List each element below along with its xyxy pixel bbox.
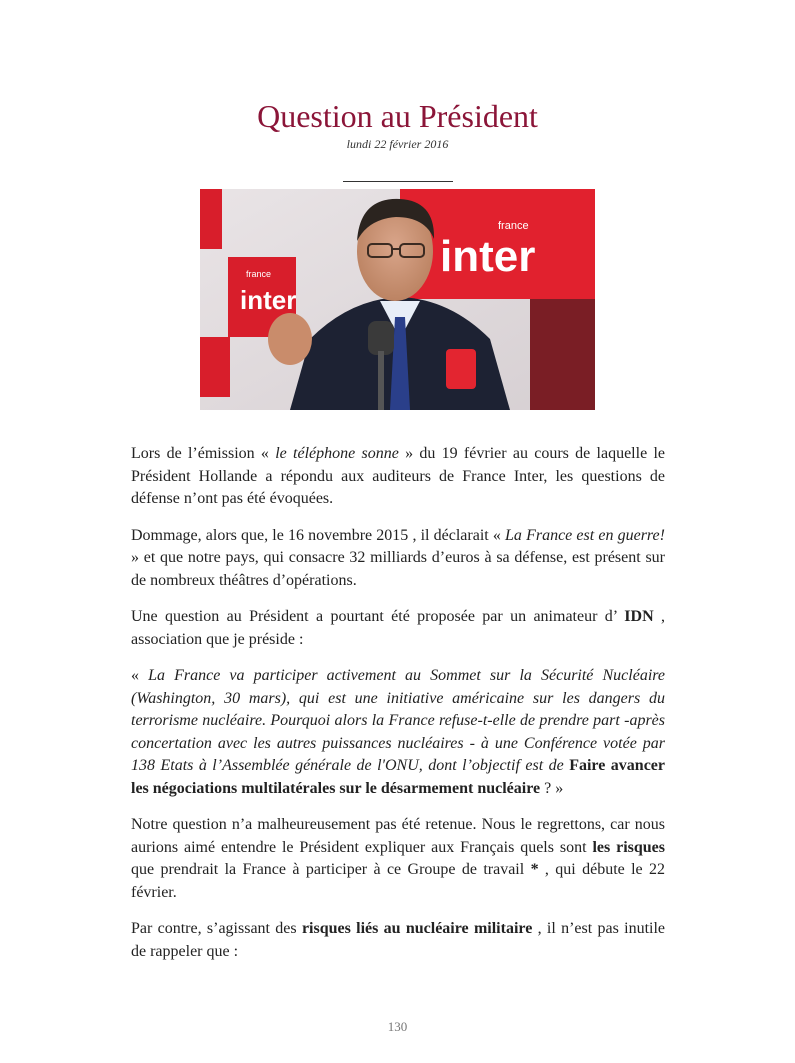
page-title: Question au Président — [257, 98, 538, 134]
microphone — [368, 321, 394, 355]
p6-risques-nucleaire: risques liés au nucléaire militaire — [301, 920, 533, 937]
p4-question-text: La France va participer activement au Sommet sur la Sécurité Nucléaire (Washington, 30 mars), qui est une initiative américaine sur les dangers du terrorisme nucléaire. Pourquoi alors la France refuse-t-elle de prendre part -après concertation avec les autres puissances nucléaires - à une Conférence votée par 138 Etats à l’Assemblée générale de l'ONU, dont l’objectif est de — [131, 667, 665, 774]
p4-question-bold: Faire avancer les négociations multilatérales sur le désarmement nucléaire — [131, 757, 665, 797]
p5-text-c: que prendrait la France à participer à ce Groupe de travail — [131, 861, 531, 878]
p1-show-name: le téléphone sonne — [275, 445, 399, 462]
p5-text-e: , qui débute le 22 février. — [131, 861, 666, 901]
p5-text-a: Notre question n’a malheureusement pas été retenue. Nous le regrettons, car nous aurions aimé entendre le Président expliquer aux Français quels sont — [131, 816, 665, 856]
p5-les-risques: les risques — [592, 838, 665, 856]
paragraph-2 — [131, 525, 665, 593]
page-number: 130 — [387, 1019, 408, 1034]
p4-close-quote: ? » — [540, 779, 564, 797]
title-divider — [343, 181, 453, 182]
p6-text-a: Par contre, s’agissant des — [131, 920, 302, 937]
paragraph-6 — [131, 918, 665, 963]
p2-text-c: » et que notre pays, qui consacre 32 milliards d’euros à sa défense, est présent sur de nombreux théâtres d’opérations. — [131, 549, 665, 589]
logo-text-inter-large: inter — [440, 232, 536, 281]
p6-text-c: , il n’est pas inutile de rappeler que : — [131, 920, 666, 960]
logo-text-france: france — [246, 269, 272, 279]
p2-text-a: Dommage, alors que, le 16 novembre 2015 , il déclarait « — [131, 526, 506, 544]
photo-president-radio-studio — [200, 189, 595, 410]
publication-date: lundi 22 février 2016 — [346, 137, 449, 151]
article-body — [131, 443, 665, 977]
paragraph-5 — [131, 814, 665, 904]
p4-open-quote: « — [131, 667, 149, 684]
photo-illustration — [200, 189, 595, 410]
p3-idn: IDN — [624, 608, 654, 625]
paragraph-3 — [131, 606, 665, 651]
paragraph-1 — [131, 443, 665, 511]
p3-text-c: , association que je préside : — [131, 608, 666, 648]
paragraph-4-question — [131, 665, 665, 800]
p3-text-a: Une question au Président a pourtant été proposée par un animateur d’ — [131, 608, 625, 625]
logo-text-inter: inter — [240, 285, 297, 315]
p1-text-c: » du 19 février au cours de laquelle le Président Hollande a répondu aux auditeurs de France Inter, les questions de défense n’ont pas été évoquées. — [131, 445, 665, 507]
p1-text-a: Lors de l’émission « — [131, 445, 276, 462]
logo-text-france-large: france — [498, 220, 529, 232]
p2-quote: La France est en guerre! — [505, 526, 665, 544]
p5-asterisk: * — [530, 861, 539, 878]
